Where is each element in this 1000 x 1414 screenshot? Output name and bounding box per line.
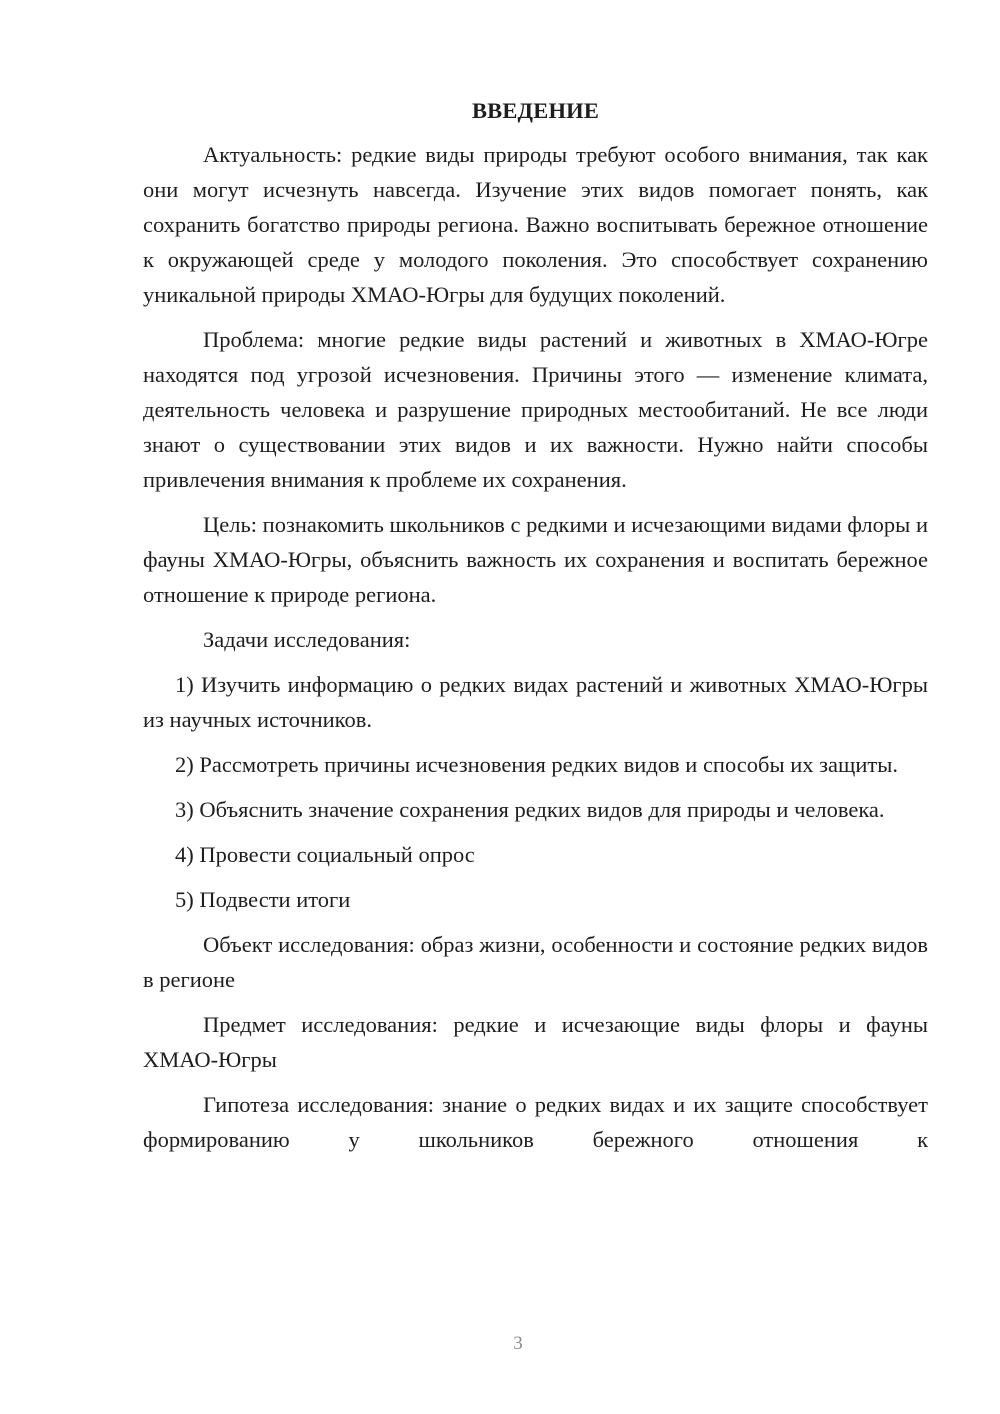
- object-paragraph: Объект исследования: образ жизни, особенности и состояние редких видов в регионе: [143, 932, 928, 992]
- task-item-4: 4) Провести социальный опрос: [175, 842, 475, 867]
- hypothesis-paragraph: Гипотеза исследования: знание о редких видах и их защите способствует формированию у школьников бережного отношения к: [143, 1092, 928, 1152]
- goal-paragraph: Цель: познакомить школьников с редкими и исчезающими видами флоры и фауны ХМАО-Югры, объяснить важность их сохранения и воспитать бережное отношение к природе региона.: [143, 512, 928, 607]
- task-item-5: 5) Подвести итоги: [175, 887, 351, 912]
- tasks-heading: Задачи исследования:: [203, 627, 411, 652]
- relevance-paragraph: Актуальность: редкие виды природы требуют особого внимания, так как они могут исчезнуть навсегда. Изучение этих видов помогает понять, как сохранить богатство природы региона. Важно воспитывать бережное отношение к окружающей среде у молодого поколения. Это способствует сохранению уникальной природы ХМАО-Югры для будущих поколений.: [143, 142, 928, 307]
- subject-paragraph: Предмет исследования: редкие и исчезающие виды флоры и фауны ХМАО-Югры: [143, 1012, 928, 1072]
- task-item-3: 3) Объяснить значение сохранения редких видов для природы и человека.: [175, 797, 885, 822]
- section-title: ВВЕДЕНИЕ: [471, 98, 600, 123]
- document-page: [143, 93, 928, 1167]
- problem-paragraph: Проблема: многие редкие виды растений и животных в ХМАО-Югре находятся под угрозой исчезновения. Причины этого — изменение климата, деятельность человека и разрушение природных местообитаний. Не все люди знают о существовании этих видов и их важности. Нужно найти способы привлечения внимания к проблеме их сохранения.: [143, 327, 928, 492]
- task-item-2: 2) Рассмотреть причины исчезновения редких видов и способы их защиты.: [175, 752, 898, 777]
- page-number: 3: [513, 1333, 523, 1354]
- task-item-1: 1) Изучить информацию о редких видах растений и животных ХМАО-Югры из научных источников.: [143, 672, 928, 732]
